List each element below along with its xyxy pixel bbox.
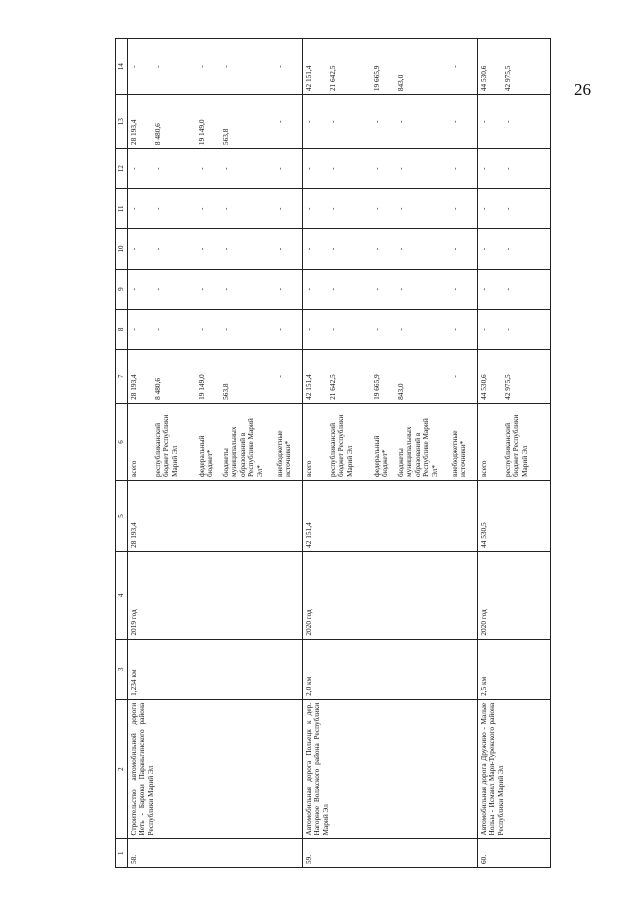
value-cell: - [479,207,488,211]
value-cell: - [372,207,381,211]
value-cell: - [153,328,162,331]
header-col-14: 14 [116,39,128,95]
value-cell: - [304,328,313,331]
value-cell: - [450,287,459,291]
row-number: 58. [128,839,303,868]
row-number: 59. [303,839,478,868]
value-cell: - [129,328,138,331]
value-column-8 [478,309,551,349]
value-cell: - [221,328,230,331]
funding-sources [478,403,551,480]
value-cell: - [304,120,313,123]
funding-sources [128,403,303,480]
value-cell: - [503,287,512,291]
value-cell: - [275,207,284,211]
total-cost: 42 151,4 [303,481,478,552]
header-col-8: 8 [116,309,128,349]
value-cell: - [450,328,459,331]
value-column-14 [478,39,551,95]
value-cell: 843,0 [396,383,405,400]
header-col-2: 2 [116,699,128,839]
value-cell: - [479,120,488,123]
value-cell: - [275,65,284,68]
value-cell: 42 975,5 [503,374,512,400]
value-column-10 [478,229,551,269]
value-cell: - [372,167,381,170]
value-column-9 [128,269,303,309]
value-column-13 [303,95,478,149]
value-cell: - [450,247,459,251]
header-col-10: 10 [116,229,128,269]
value-column-10 [303,229,478,269]
value-cell: - [221,247,230,251]
value-cell: - [450,207,459,211]
value-cell: - [129,167,138,170]
funding-source: федеральный бюджет* [372,435,390,478]
table-header [116,39,128,868]
value-cell: - [221,207,230,211]
value-cell: - [153,287,162,291]
value-cell: - [304,287,313,291]
value-cell: - [503,247,512,251]
value-cell: - [275,375,284,378]
value-column-7 [478,349,551,403]
value-cell: - [275,120,284,123]
value-cell: - [197,328,206,331]
value-cell: - [450,65,459,68]
implementation-year: 2020 год [303,551,478,639]
table-rotator [115,38,529,868]
value-cell: 44 530,6 [479,374,488,400]
value-cell: - [197,247,206,251]
value-cell: 8 480,6 [153,377,162,400]
value-column-11 [478,189,551,229]
value-cell: - [450,120,459,123]
value-column-7 [128,349,303,403]
page-number: 26 [574,80,591,99]
value-cell: - [304,247,313,251]
value-column-13 [478,95,551,149]
value-cell: - [275,247,284,251]
funding-source: бюджеты муниципальных образований в Республике Марий Эл* [221,418,264,478]
road-length: 1,234 км [128,639,303,699]
value-cell: - [396,247,405,251]
value-column-13 [128,95,303,149]
value-cell: - [503,167,512,170]
rotated-table-container [115,38,529,868]
total-cost: 28 193,4 [128,481,303,552]
value-cell: - [197,65,206,68]
funding-source: внебюджетные источники* [450,430,468,478]
value-cell: 19 665,9 [372,374,381,400]
value-column-11 [303,189,478,229]
value-cell: - [450,375,459,378]
value-column-12 [303,149,478,189]
value-cell: - [221,65,230,68]
value-cell: - [372,120,381,123]
value-column-9 [303,269,478,309]
value-cell: 42 151,4 [304,374,313,400]
value-cell: - [503,120,512,123]
table-row [478,39,551,868]
value-cell: 843,0 [396,74,405,92]
value-cell: - [129,287,138,291]
value-cell: - [396,207,405,211]
value-cell: - [479,328,488,331]
table-row [128,39,303,868]
value-cell: - [328,120,337,123]
value-cell: - [450,167,459,170]
value-cell: 21 642,5 [328,65,337,92]
value-cell: 42 975,5 [503,65,512,92]
funding-sources [303,403,478,480]
value-cell: - [221,287,230,291]
total-cost: 44 530,5 [478,481,551,552]
header-col-6: 6 [116,403,128,480]
funding-source: всего [479,460,488,478]
value-cell: - [153,65,162,68]
value-column-9 [478,269,551,309]
value-cell: 19 149,0 [197,119,206,146]
value-cell: - [328,247,337,251]
value-cell: - [328,287,337,291]
value-cell: - [396,328,405,331]
funding-source: бюджеты муниципальных образований в Республике Марий Эл* [396,418,439,478]
value-column-10 [128,229,303,269]
header-col-1: 1 [116,839,128,868]
value-column-7 [303,349,478,403]
value-cell: 8 480,6 [153,123,162,146]
value-column-12 [128,149,303,189]
road-length: 2,5 км [478,639,551,699]
header-col-13: 13 [116,95,128,149]
budget-table [115,38,551,868]
value-cell: - [479,167,488,170]
value-cell: - [372,328,381,331]
value-cell: 28 193,4 [129,119,138,146]
value-cell: - [197,167,206,170]
row-number: 60. [478,839,551,868]
value-cell: - [197,287,206,291]
value-cell: - [221,167,230,170]
funding-source: республиканский бюджет Республики Марий Эл [153,414,179,478]
funding-source: республиканский бюджет Республики Марий Эл [503,414,529,478]
road-length: 2,0 км [303,639,478,699]
object-name: Автомобильная дорога Дружино - Малые Нольы - Исмаил Мари-Турекского района Республики Марий Эл [478,699,551,839]
value-cell: - [197,207,206,211]
value-cell: - [328,207,337,211]
value-cell: 44 530,6 [479,65,488,92]
value-cell: - [153,247,162,251]
header-row [116,39,128,868]
implementation-year: 2019 год [128,551,303,639]
value-cell: - [304,207,313,211]
value-cell: - [503,328,512,331]
header-col-11: 11 [116,189,128,229]
value-cell: - [304,167,313,170]
header-col-4: 4 [116,551,128,639]
value-cell: - [372,247,381,251]
value-column-11 [128,189,303,229]
value-cell: 563,8 [221,383,230,400]
funding-source: всего [304,460,313,478]
table-body [128,39,551,868]
value-cell: - [275,287,284,291]
value-cell: 28 193,4 [129,374,138,400]
funding-source: республиканский бюджет Республики Марий Эл [328,414,354,478]
value-cell: - [503,207,512,211]
funding-source: всего [129,460,138,478]
value-column-8 [128,309,303,349]
value-column-14 [303,39,478,95]
funding-source: внебюджетные источники* [275,430,293,478]
value-cell: - [396,167,405,170]
value-cell: - [396,120,405,123]
value-column-14 [128,39,303,95]
value-cell: - [129,247,138,251]
value-cell: - [328,328,337,331]
value-cell: 19 149,0 [197,374,206,400]
value-cell: - [129,207,138,211]
object-name: Автомобильная дорога Польецк к дер. Нагорное Волжского района Республики Марий Эл [303,699,478,839]
value-cell: - [372,287,381,291]
value-cell: - [153,167,162,170]
value-cell: - [479,247,488,251]
implementation-year: 2020 год [478,551,551,639]
funding-source: федеральный бюджет* [197,435,215,478]
header-col-7: 7 [116,349,128,403]
value-cell: 21 642,5 [328,374,337,400]
value-cell: - [129,65,138,68]
object-name: Строительство автомобильной дороги Иеть - Барюки Параньгинского района Республики Марий Эл [128,699,303,839]
value-cell: - [396,287,405,291]
value-cell: - [153,207,162,211]
value-column-8 [303,309,478,349]
value-cell: 19 665,9 [372,65,381,92]
header-col-5: 5 [116,481,128,552]
header-col-3: 3 [116,639,128,699]
value-cell: - [275,167,284,170]
value-column-12 [478,149,551,189]
table-row [303,39,478,868]
header-col-9: 9 [116,269,128,309]
value-cell: 563,8 [221,128,230,146]
value-cell: - [328,167,337,170]
header-col-12: 12 [116,149,128,189]
value-cell: - [275,328,284,331]
value-cell: 42 151,4 [304,65,313,92]
value-cell: - [479,287,488,291]
